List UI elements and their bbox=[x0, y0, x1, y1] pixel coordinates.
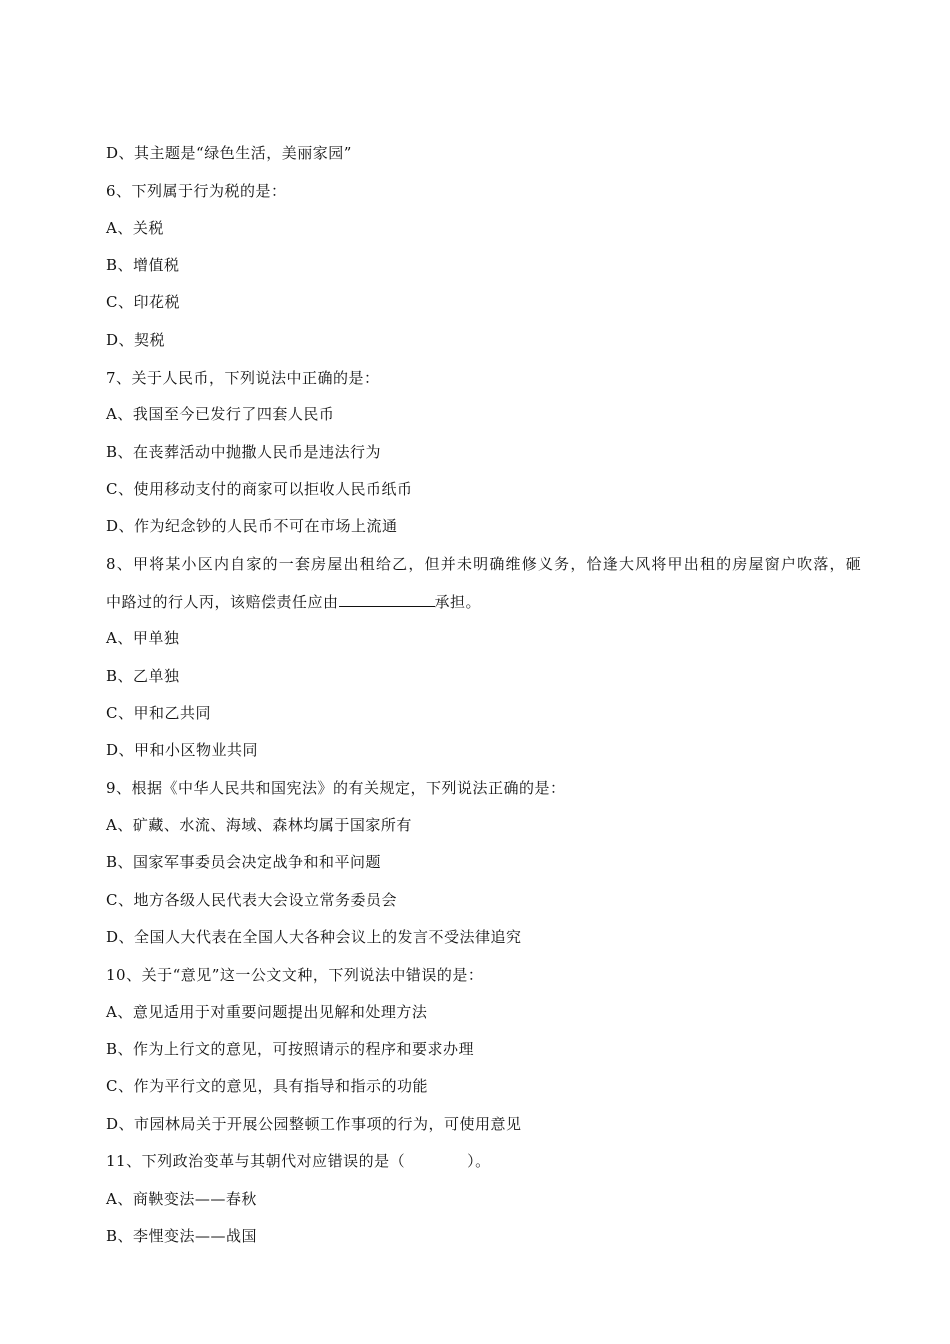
question-11: 11、下列政治变革与其朝代对应错误的是（ ）。 bbox=[106, 1152, 491, 1170]
question-8-continuation bbox=[106, 592, 481, 612]
option-8d: D、甲和小区物业共同 bbox=[106, 741, 259, 759]
option-7b: B、在丧葬活动中抛撒人民币是违法行为 bbox=[106, 443, 382, 461]
answer-blank bbox=[339, 592, 435, 607]
option-6d: D、契税 bbox=[106, 331, 166, 349]
option-7c: C、使用移动支付的商家可以拒收人民币纸币 bbox=[106, 480, 413, 498]
option-9a: A、矿藏、水流、海域、森林均属于国家所有 bbox=[106, 816, 412, 834]
option-6a: A、关税 bbox=[106, 219, 164, 237]
option-6c: C、印花税 bbox=[106, 293, 180, 311]
option-8b: B、乙单独 bbox=[106, 667, 180, 685]
option-8c: C、甲和乙共同 bbox=[106, 704, 211, 722]
option-10b: B、作为上行文的意见，可按照请示的程序和要求办理 bbox=[106, 1040, 475, 1058]
option-7d: D、作为纪念钞的人民币不可在市场上流通 bbox=[106, 517, 398, 535]
question-10: 10、关于“意见”这一公文文种，下列说法中错误的是： bbox=[106, 966, 484, 984]
option-8a: A、甲单独 bbox=[106, 629, 180, 647]
question-8-text-before: 中路过的行人丙，该赔偿责任应由 bbox=[106, 593, 339, 611]
question-7: 7、关于人民币，下列说法中正确的是： bbox=[106, 369, 380, 387]
option-11b: B、李悝变法——战国 bbox=[106, 1227, 258, 1245]
question-8: 8、甲将某小区内自家的一套房屋出租给乙，但并未明确维修义务，恰逢大风将甲出租的房屋窗户吹落，砸 bbox=[106, 555, 862, 573]
option-11a: A、商鞅变法——春秋 bbox=[106, 1190, 257, 1208]
option-7a: A、我国至今已发行了四套人民币 bbox=[106, 405, 335, 423]
option-9d: D、全国人大代表在全国人大各种会议上的发言不受法律追究 bbox=[106, 928, 522, 946]
question-9: 9、根据《中华人民共和国宪法》的有关规定，下列说法正确的是： bbox=[106, 779, 566, 797]
question-6: 6、下列属于行为税的是： bbox=[106, 182, 287, 200]
option-10a: A、意见适用于对重要问题提出见解和处理方法 bbox=[106, 1003, 428, 1021]
option-9c: C、地方各级人民代表大会设立常务委员会 bbox=[106, 891, 397, 909]
option-5d: D、其主题是“绿色生活，美丽家园” bbox=[106, 144, 352, 162]
question-8-text-after: 承担。 bbox=[434, 593, 482, 611]
option-9b: B、国家军事委员会决定战争和和平问题 bbox=[106, 853, 382, 871]
option-10c: C、作为平行文的意见，具有指导和指示的功能 bbox=[106, 1077, 428, 1095]
option-10d: D、市园林局关于开展公园整顿工作事项的行为，可使用意见 bbox=[106, 1115, 522, 1133]
option-6b: B、增值税 bbox=[106, 256, 180, 274]
